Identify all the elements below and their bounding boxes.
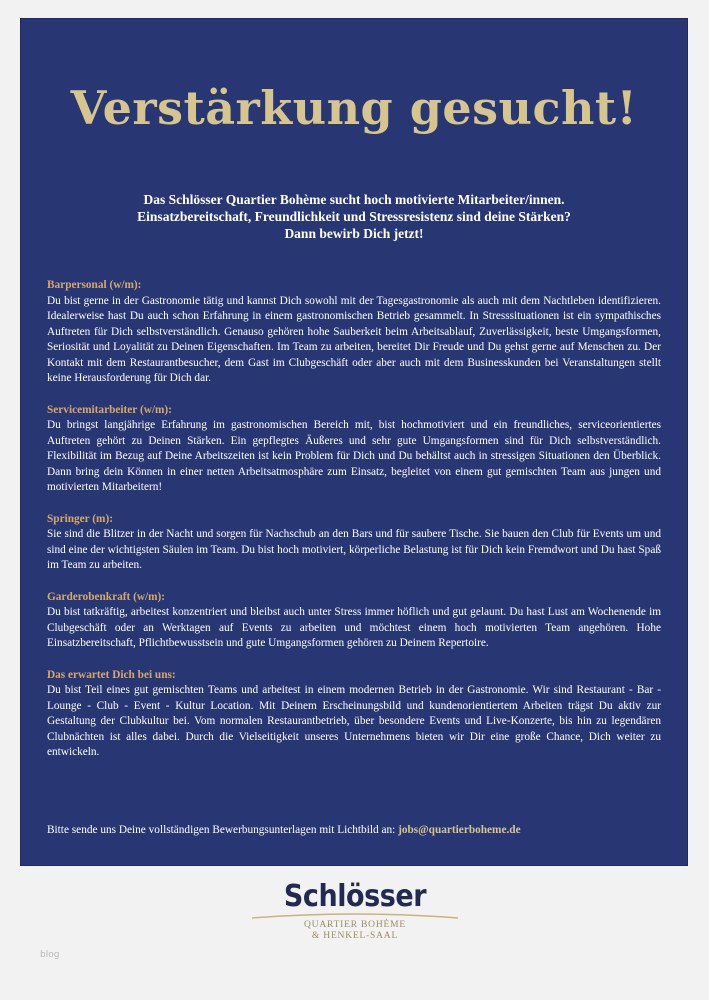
section-body: Du bist gerne in der Gastronomie tätig und kannst Dich sowohl mit der Tagesgastronomie als auch mit dem Nachtleben identifizieren. Idealerweise hast Du auch schon Erfahrung in einem gastronomischen Betrieb gesammelt. In Stresssituationen ist ein sympathisches Auftreten für Dich selbstverständlich. Genauso gehören hohe Sauberkeit beim Arbeitsablauf, Zuverlässigkeit, beste Umgangsformen, Seriosität und Loyalität zu Deinen Eigenschaften. Im Team zu arbeiten, bereitet Dir Freude und Du gehst gerne auf Menschen zu. Der Kontakt mit dem Restaurantbesucher, dem Gast im Clubgeschäft oder aber auch mit dem Businesskunden bei Veranstaltungen stellt keine Herausforderung für Dich dar. xyxy=(47,294,661,384)
section-body: Du bist Teil eines gut gemischten Teams und arbeitest in einem modernen Betrieb in der Gastronomie. Wir sind Restaurant - Bar - Lounge - Club - Event - Kultur Location. Mit Deinem Erscheinungsbild und kundenorientiertem Arbeiten trägst Du aktiv zur Gestaltung der Clubkultur bei. Vom normalen Restaurantbetrieb, über besondere Events und Live-Konzerte, bis hin zu legendären Clubnächten ist alles dabei. Durch die Vielseitigkeit unseres Unternehmens bieten wir Dir eine große Chance, Dich weiter zu entwickeln. xyxy=(47,684,661,758)
schloesser-logo xyxy=(250,880,460,950)
job-poster xyxy=(20,18,688,866)
contact-text: Bitte sende uns Deine vollständigen Bewerbungsunterlagen mit Lichtbild an: xyxy=(47,824,399,836)
section-benefits xyxy=(47,668,661,761)
section-title: Das erwartet Dich bei uns: xyxy=(47,668,176,681)
headline: Verstärkung gesucht! xyxy=(70,81,638,135)
section-garderobenkraft xyxy=(47,590,661,652)
section-title: Springer (m): xyxy=(47,512,113,525)
watermark: blog xyxy=(40,950,60,960)
section-body: Sie sind die Blitzer in der Nacht und sorgen für Nachschub an den Bars und für saubere Tische. Sie bauen den Club für Events um und sind eine der wichtigsten Säulen im Team. Du bist hoch motiviert, körperliche Belastung ist für Dich kein Fremdwort und Du hast Spaß im Team zu arbeiten. xyxy=(47,528,661,571)
section-body: Du bringst langjährige Erfahrung im gastronomischen Bereich mit, bist hochmotiviert und ein freundliches, serviceorientiertes Auftreten gehört zu Deinen Stärken. Ein gepflegtes Äußeres und sehr gute Umgangsformen sind für Dich selbstverständlich. Flexibilität im Bezug auf Deine Arbeitszeiten ist kein Problem für Dich und Du behältst auch in stressigen Situationen den Überblick. Dann bring dein Können in einer netten Arbeitsatmosphäre zum Einsatz, begleitet von einem gut gemischten Team aus jungen und motivierten Mitarbeitern! xyxy=(47,419,661,493)
contact-email-link[interactable]: jobs@quartierboheme.de xyxy=(398,824,521,836)
contact-line xyxy=(47,824,661,836)
section-title: Garderobenkraft (w/m): xyxy=(47,590,166,603)
section-title: Barpersonal (w/m): xyxy=(47,279,142,291)
logo-subline-2: & HENKEL-SAAL xyxy=(311,931,399,941)
section-title: Servicemitarbeiter (w/m): xyxy=(47,403,172,416)
job-sections xyxy=(47,278,661,777)
section-body: Du bist tatkräftig, arbeitest konzentriert und bleibst auch unter Stress immer höflich und gut gelaunt. Du hast Lust am Wochenende im Clubgeschäft oder an Werktagen auf Events zu arbeiten und möchtest einem hoch motivierten Team angehören. Hohe Einsatzbereitschaft, Pflichtbewusstsein und gute Umgangsformen gehören zu Deinem Repertoire. xyxy=(47,606,661,649)
section-springer xyxy=(47,512,661,574)
intro xyxy=(61,191,647,242)
intro-line-1: Das Schlösser Quartier Bohème sucht hoch motivierte Mitarbeiter/innen. xyxy=(143,192,565,207)
logo-name: Schlösser xyxy=(283,879,427,914)
section-servicemitarbeiter xyxy=(47,403,661,496)
intro-line-3: Dann bewirb Dich jetzt! xyxy=(284,226,424,241)
section-barpersonal xyxy=(47,278,661,387)
logo-subline-1: QUARTIER BOHÈME xyxy=(304,920,406,930)
intro-line-2: Einsatzbereitschaft, Freundlichkeit und Stressresistenz sind deine Stärken? xyxy=(137,209,571,224)
